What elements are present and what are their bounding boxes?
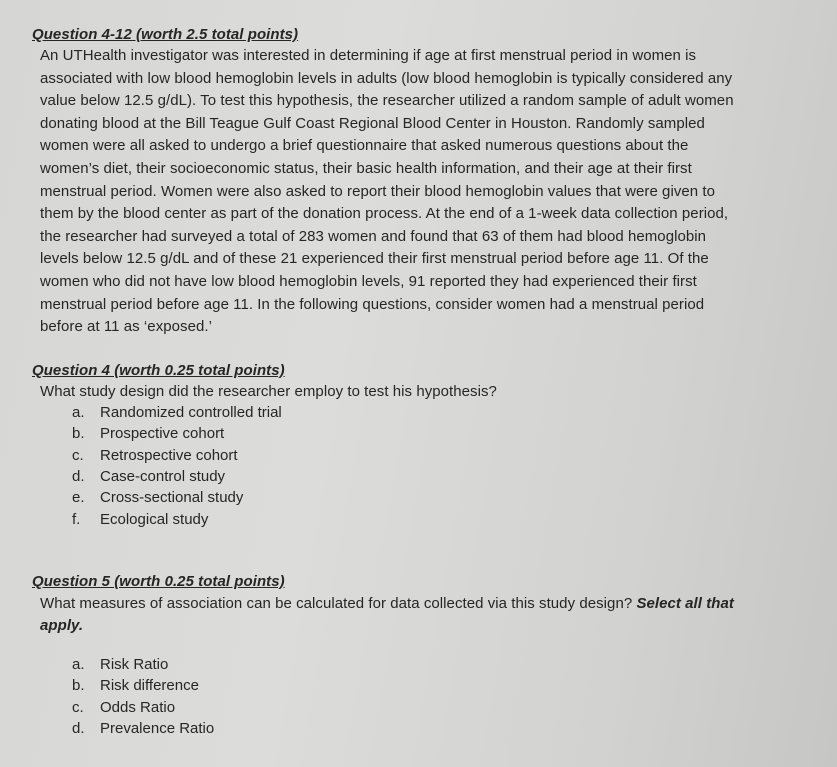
paragraph-line: them by the blood center as part of the donation process. At the end of a 1-week data collection period, bbox=[40, 205, 729, 223]
option-text: Cross-sectional study bbox=[100, 489, 244, 507]
answer-option[interactable] bbox=[72, 404, 282, 421]
paragraph-line: levels below 12.5 g/dL and of these 21 experienced their first menstrual period before age 11. Of the bbox=[40, 250, 709, 268]
answer-option[interactable] bbox=[72, 489, 243, 506]
question-5-heading: Question 5 (worth 0.25 total points) bbox=[32, 573, 285, 590]
option-letter: c. bbox=[72, 698, 84, 716]
paragraph-line: women’s diet, their socioeconomic status, their basic health information, and their age at their first bbox=[40, 160, 692, 177]
option-letter: b. bbox=[72, 677, 85, 695]
paragraph-line: before at 11 as ‘exposed.’ bbox=[40, 318, 212, 336]
answer-option[interactable] bbox=[72, 511, 208, 528]
answer-option[interactable] bbox=[72, 468, 225, 485]
option-text: Retrospective cohort bbox=[100, 446, 238, 464]
question-4-heading: Question 4 (worth 0.25 total points) bbox=[32, 362, 285, 379]
option-letter: c. bbox=[72, 446, 84, 464]
option-text: Prevalence Ratio bbox=[100, 719, 215, 737]
question-block-heading: Question 4-12 (worth 2.5 total points) bbox=[32, 26, 299, 43]
option-text: Randomized controlled trial bbox=[100, 404, 282, 421]
option-letter: f. bbox=[72, 510, 81, 528]
paragraph-line: menstrual period before age 11. In the following questions, consider women had a menstrual period bbox=[40, 295, 705, 313]
paragraph-line: menstrual period. Women were also asked to report their blood hemoglobin values that were given to bbox=[40, 182, 715, 200]
option-letter: a. bbox=[72, 656, 85, 673]
option-text: Case-control study bbox=[100, 467, 226, 485]
option-text: Prospective cohort bbox=[100, 425, 225, 443]
answer-option[interactable] bbox=[72, 656, 168, 673]
paragraph-line: the researcher had surveyed a total of 283 women and found that 63 of them had blood hemoglobin bbox=[40, 227, 707, 245]
question-4-prompt: What study design did the researcher employ to test his hypothesis? bbox=[40, 383, 497, 400]
question-5-prompt-text: What measures of association can be calculated for data collected via this study design? bbox=[40, 595, 633, 612]
option-text: Odds Ratio bbox=[100, 698, 176, 716]
paragraph-line: value below 12.5 g/dL). To test this hypothesis, the researcher utilized a random sample of adult women bbox=[40, 92, 734, 110]
paragraph-line: associated with low blood hemoglobin levels in adults (low blood hemoglobin is typically considered any bbox=[40, 69, 733, 87]
question-5-prompt bbox=[40, 595, 734, 612]
answer-option[interactable] bbox=[72, 677, 199, 694]
paragraph-line: An UTHealth investigator was interested in determining if age at first menstrual period in women is bbox=[40, 47, 697, 64]
option-letter: b. bbox=[72, 425, 85, 443]
option-letter: a. bbox=[72, 404, 85, 421]
answer-option[interactable] bbox=[72, 720, 214, 737]
question-5-emphasis-cont: apply. bbox=[40, 617, 84, 634]
option-text: Risk Ratio bbox=[100, 656, 169, 673]
paragraph-line: donating blood at the Bill Teague Gulf Coast Regional Blood Center in Houston. Randomly sampled bbox=[40, 114, 705, 132]
answer-option[interactable] bbox=[72, 699, 175, 716]
answer-option[interactable] bbox=[72, 425, 224, 442]
option-letter: e. bbox=[72, 489, 85, 507]
option-letter: d. bbox=[72, 467, 85, 485]
option-text: Risk difference bbox=[100, 677, 199, 695]
option-text: Ecological study bbox=[100, 510, 209, 528]
paragraph-line: women who did not have low blood hemoglobin levels, 91 reported they had experienced their first bbox=[40, 273, 697, 290]
answer-option[interactable] bbox=[72, 447, 238, 464]
option-letter: d. bbox=[72, 719, 85, 737]
paragraph-line: women were all asked to undergo a brief questionnaire that asked numerous questions about the bbox=[40, 137, 689, 155]
question-5-emphasis: Select all that bbox=[636, 595, 734, 612]
